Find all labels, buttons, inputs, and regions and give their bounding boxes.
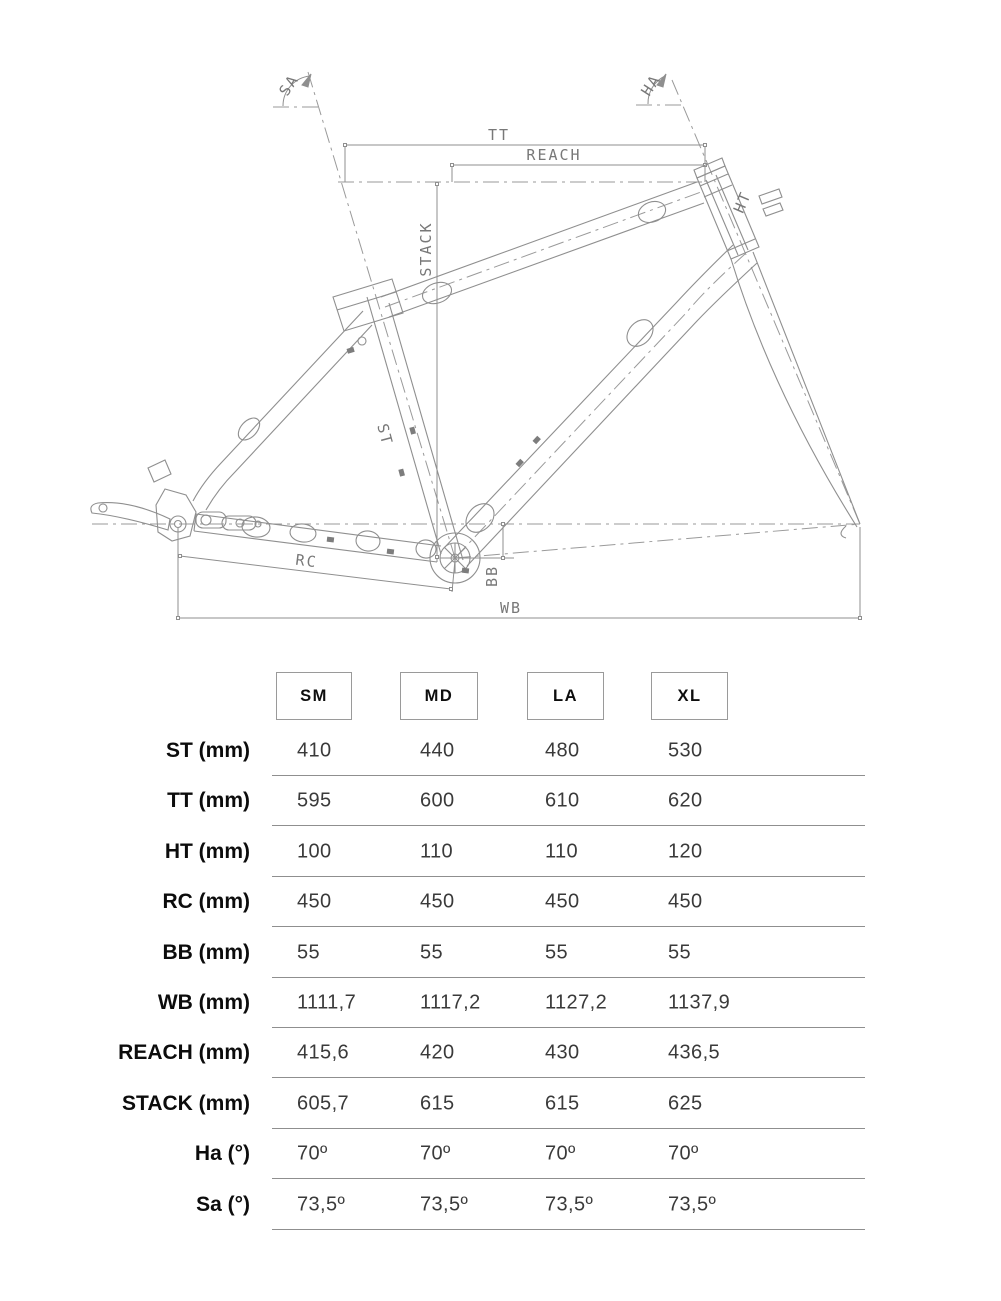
- cell-value: 436,5: [668, 1041, 721, 1064]
- label-rc: RC: [294, 550, 319, 572]
- seat-clamp-bolt: [358, 337, 366, 345]
- table-row-ha: [0, 1129, 1001, 1179]
- seat-stays: [193, 311, 372, 510]
- bike-frame-geometry-diagram: [0, 0, 1001, 650]
- cell-value: 70º: [297, 1142, 328, 1165]
- table-row-bb: [0, 928, 1001, 978]
- cell-value: 1137,9: [668, 991, 731, 1014]
- size-header-md: MD: [400, 672, 478, 720]
- front-dropout-hook: [841, 526, 846, 538]
- label-sa: SA: [275, 70, 303, 100]
- cell-value: 615: [545, 1092, 580, 1115]
- cell-value: 450: [297, 890, 332, 913]
- table-row-rc: [0, 877, 1001, 927]
- down-tube: [444, 245, 757, 566]
- cell-value: 70º: [545, 1142, 576, 1165]
- angle-arcs: [283, 74, 666, 106]
- stem-clamp: [759, 189, 782, 204]
- frame-tubes: [91, 158, 860, 583]
- table-row-ht: [0, 827, 1001, 877]
- cell-value: 73,5º: [545, 1193, 594, 1216]
- cell-value: 55: [420, 941, 444, 964]
- row-label: TT (mm): [167, 789, 250, 813]
- cell-value: 600: [420, 789, 455, 812]
- row-label: WB (mm): [157, 991, 250, 1014]
- label-ht: HT: [729, 188, 755, 216]
- cell-value: 70º: [668, 1142, 699, 1165]
- row-label: STACK (mm): [122, 1091, 250, 1115]
- cell-value: 440: [420, 739, 455, 762]
- cell-value: 73,5º: [297, 1193, 346, 1216]
- cell-value: 55: [545, 941, 569, 964]
- cell-value: 530: [668, 739, 703, 762]
- table-row-stack: [0, 1079, 1001, 1129]
- dimension-lines: [178, 145, 860, 618]
- table-row-wb: [0, 978, 1001, 1028]
- cell-value: 595: [297, 789, 332, 812]
- seat-angle-arrowhead: [302, 74, 311, 87]
- cell-value: 110: [420, 840, 454, 863]
- row-divider: [272, 1229, 865, 1230]
- cell-value: 620: [668, 789, 703, 812]
- fork-lines: [731, 252, 860, 538]
- row-label: RC (mm): [162, 890, 250, 914]
- cell-value: 1117,2: [420, 991, 481, 1014]
- table-row-st: [0, 726, 1001, 776]
- cell-value: 1127,2: [545, 991, 608, 1014]
- cell-value: 73,5º: [420, 1193, 469, 1216]
- size-header-sm: SM: [276, 672, 352, 720]
- quick-release-lever: [91, 503, 170, 530]
- label-st: ST: [373, 421, 397, 448]
- cell-value: 410: [297, 739, 332, 762]
- label-ha: HA: [637, 70, 665, 100]
- cell-value: 55: [668, 941, 692, 964]
- cell-value: 450: [420, 890, 455, 913]
- cell-value: 1111,7: [297, 991, 357, 1014]
- down-tube-centerline: [455, 254, 745, 558]
- table-row-reach: [0, 1028, 1001, 1078]
- seat-tube: [333, 279, 463, 560]
- dimension-labels: [275, 71, 755, 617]
- row-label: BB (mm): [162, 940, 250, 964]
- row-label: Sa (°): [196, 1192, 250, 1216]
- cell-value: 430: [545, 1041, 580, 1064]
- row-label: ST (mm): [166, 739, 250, 762]
- cell-value: 615: [420, 1092, 455, 1115]
- cell-value: 420: [420, 1041, 455, 1064]
- head-angle-axis: [672, 80, 860, 524]
- stem-clamp: [763, 203, 783, 216]
- table-row-sa: [0, 1180, 1001, 1230]
- row-label: REACH (mm): [118, 1041, 250, 1065]
- dimension-ticks: [177, 144, 862, 620]
- cell-value: 605,7: [297, 1092, 350, 1115]
- label-reach: REACH: [526, 146, 582, 164]
- size-header-la: LA: [527, 672, 604, 720]
- cell-value: 55: [297, 941, 321, 964]
- size-header-xl: XL: [651, 672, 728, 720]
- cell-value: 70º: [420, 1142, 451, 1165]
- brake-mount: [148, 460, 171, 482]
- cell-value: 450: [668, 890, 703, 913]
- cell-value: 450: [545, 890, 580, 913]
- cell-value: 610: [545, 789, 580, 812]
- seat-tube-cut-box: [333, 279, 403, 331]
- label-tt: TT: [487, 126, 511, 144]
- row-label: HT (mm): [164, 839, 250, 863]
- label-stack: STACK: [417, 221, 435, 277]
- bb-to-front-axle-line: [455, 524, 860, 558]
- label-wb: WB: [499, 599, 523, 617]
- label-bb: BB: [483, 564, 501, 588]
- cell-value: 480: [545, 739, 580, 762]
- cell-value: 625: [668, 1092, 703, 1115]
- cell-value: 110: [545, 840, 579, 863]
- cell-value: 100: [297, 840, 332, 863]
- table-row-tt: [0, 776, 1001, 826]
- cell-value: 120: [668, 840, 703, 863]
- row-label: Ha (°): [194, 1142, 250, 1166]
- cell-value: 73,5º: [668, 1193, 717, 1216]
- cell-value: 415,6: [297, 1041, 350, 1064]
